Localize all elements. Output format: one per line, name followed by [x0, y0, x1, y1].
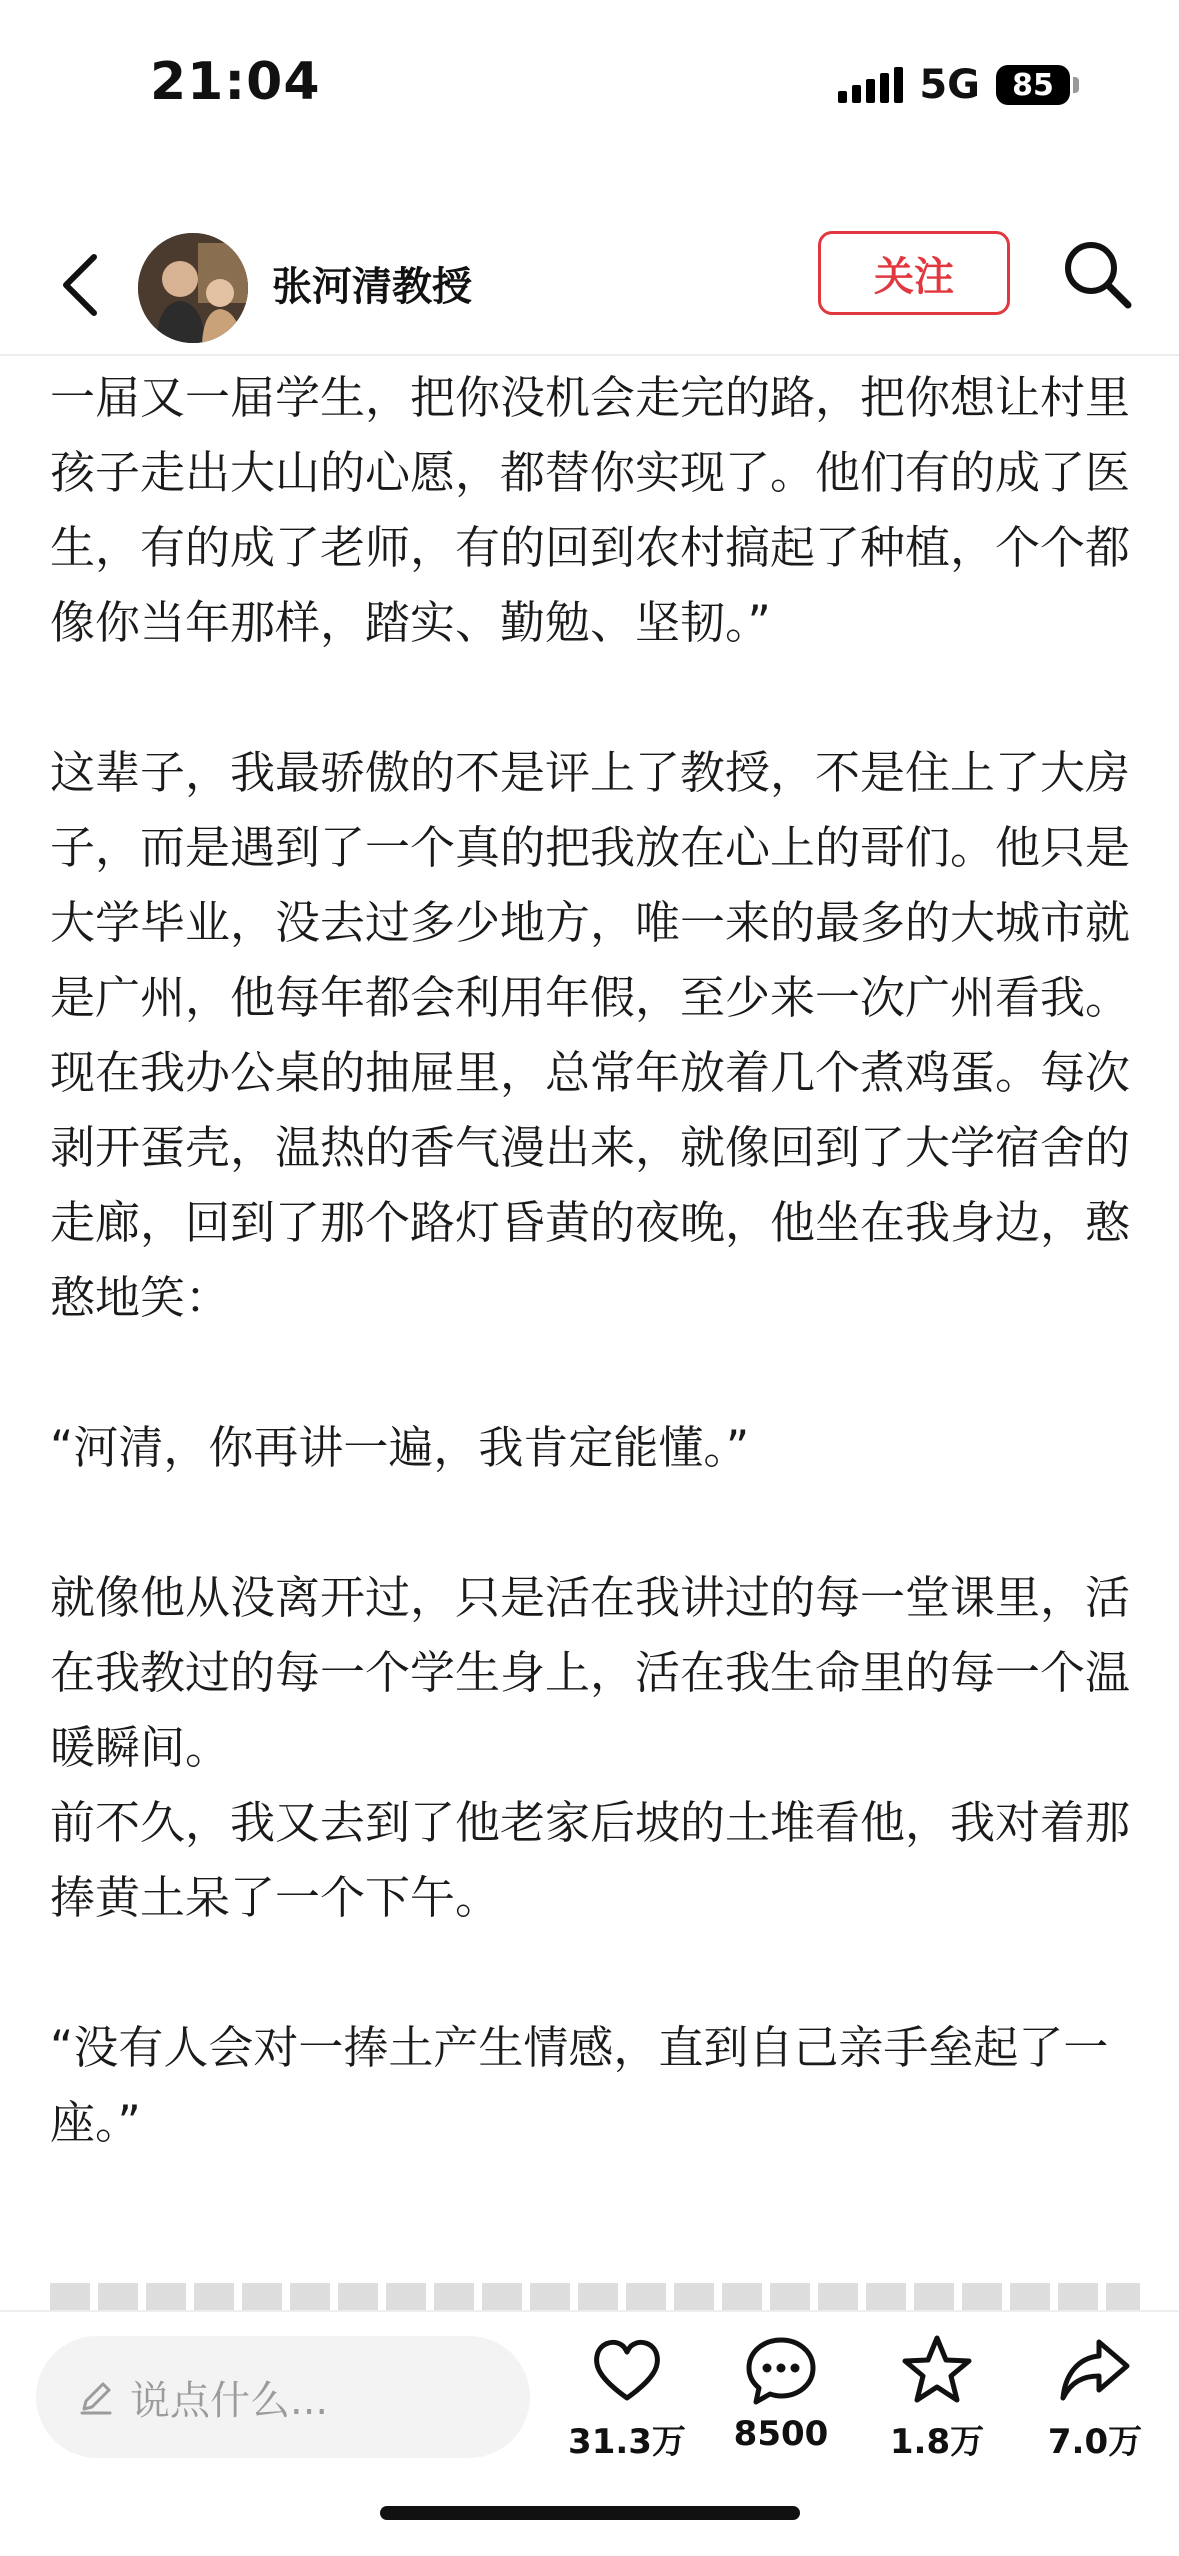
network-type: 5G — [919, 62, 980, 108]
status-time: 21:04 — [150, 52, 321, 112]
share-count: 7.0万 — [1047, 2422, 1143, 2462]
battery-icon — [996, 65, 1079, 105]
like-button[interactable] — [552, 2332, 702, 2463]
home-indicator[interactable] — [380, 2506, 800, 2520]
post-header — [0, 215, 1179, 355]
avatar[interactable] — [138, 233, 248, 343]
share-button[interactable] — [1020, 2332, 1170, 2463]
author-name[interactable]: 张河清教授 — [272, 264, 472, 310]
battery-level: 85 — [996, 65, 1070, 105]
heart-icon — [589, 2332, 665, 2408]
like-count: 31.3万 — [568, 2422, 686, 2462]
article-paragraph: 就像他从没离开过，只是活在我讲过的每一堂课里，活在我教过的每一个学生身上，活在我生命里的每一个温暖瞬间。 — [50, 1571, 1131, 1774]
search-icon[interactable] — [1060, 237, 1134, 311]
star-icon — [899, 2332, 975, 2408]
article-paragraph: 现在我办公桌的抽屉里，总常年放着几个煮鸡蛋。每次剥开蛋壳，温热的香气漫出来，就像回到了大学宿舍的走廊，回到了那个路灯昏黄的夜晚，他坐在我身边，憨憨地笑： — [50, 1046, 1131, 1324]
article-paragraph: 这辈子，我最骄傲的不是评上了教授，不是住上了大房子，而是遇到了一个真的把我放在心上的哥们。他只是大学毕业，没去过多少地方，唯一来的最多的大城市就是广州，他每年都会利用年假，至少来一次广州看我。 — [50, 746, 1131, 1024]
pencil-icon — [76, 2377, 116, 2417]
follow-button[interactable]: 关注 — [818, 231, 1010, 315]
clipped-text-line — [50, 2283, 1140, 2311]
chevron-left-icon[interactable] — [50, 245, 110, 325]
signal-icon — [838, 67, 903, 103]
header-divider — [0, 354, 1179, 356]
favorite-button[interactable] — [862, 2332, 1012, 2463]
comment-button[interactable] — [706, 2332, 856, 2454]
article-paragraph: “河清，你再讲一遍，我肯定能懂。” — [50, 1421, 750, 1474]
favorite-count: 1.8万 — [889, 2422, 985, 2462]
article-paragraph: 一届又一届学生，把你没机会走完的路，把你想让村里孩子走出大山的心愿，都替你实现了。他们有的成了医生，有的成了老师，有的回到农村搞起了种植，个个都像你当年那样，踏实、勤勉、坚韧。” — [50, 371, 1131, 649]
article-paragraph: 前不久，我又去到了他老家后坡的土堆看他，我对着那捧黄土呆了一个下午。 — [50, 1796, 1131, 1924]
comment-input[interactable] — [36, 2336, 530, 2458]
article-paragraph: “没有人会对一捧土产生情感，直到自己亲手垒起了一座。” — [50, 2021, 1109, 2149]
comment-placeholder: 说点什么... — [130, 2377, 329, 2424]
comment-bubble-icon — [743, 2332, 819, 2408]
status-indicators — [838, 60, 1079, 110]
share-arrow-icon — [1057, 2332, 1133, 2408]
comment-count: 8500 — [733, 2414, 829, 2454]
article-body — [50, 360, 1140, 2160]
